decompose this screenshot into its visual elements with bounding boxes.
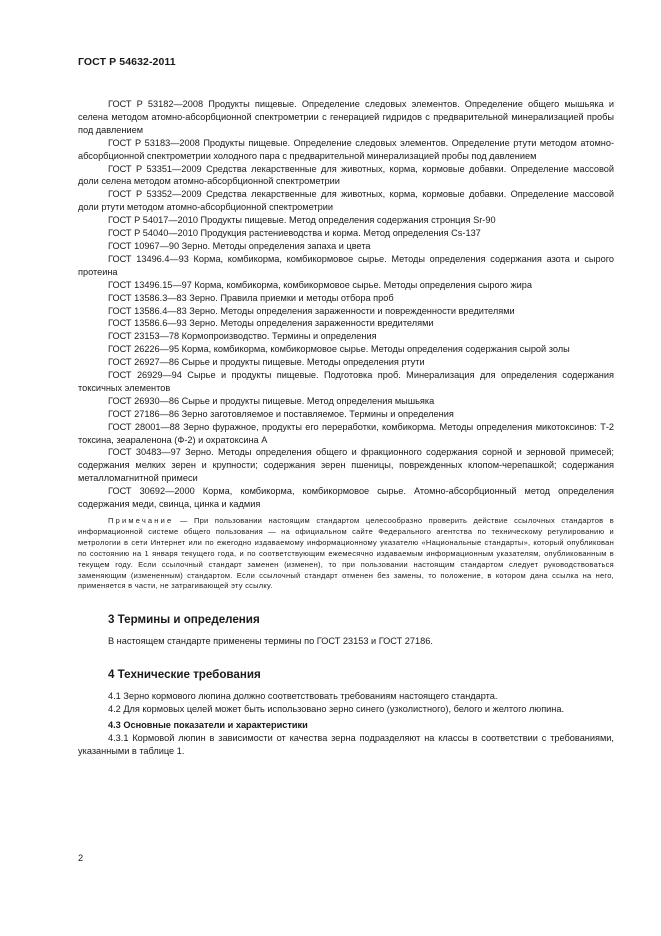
- reference-item: ГОСТ 23153—78 Кормопроизводство. Термины и определения: [108, 331, 377, 342]
- page-number: 2: [78, 853, 84, 863]
- reference-item: ГОСТ Р 54040—2010 Продукция растениеводства и корма. Метод определения Cs-137: [108, 228, 481, 239]
- note-label: Примечание: [108, 516, 174, 525]
- reference-item: ГОСТ Р 53352—2009 Средства лекарственные для животных, корма, кормовые добавки. Определение массовой доли ртути методом атомно-абсорбционной спектрометрии: [78, 189, 614, 213]
- reference-item: ГОСТ Р 53351—2009 Средства лекарственные для животных, корма, кормовые добавки. Определение массовой доли селена методом атомно-абсорбционной спектрометрии: [78, 163, 614, 187]
- clause-4-3-1: 4.3.1 Кормовой люпин в зависимости от качества зерна подразделяют на классы в соответствии с требованиями, указанными в таблице 1.: [78, 732, 614, 756]
- reference-item: ГОСТ 30692—2000 Корма, комбикорма, комбикормовое сырье. Атомно-абсорбционный метод определения содержания меди, свинца, цинка и кадмия: [78, 486, 614, 510]
- reference-item: ГОСТ 13586.3—83 Зерно. Правила приемки и методы отбора проб: [108, 292, 394, 303]
- clause-4-2: 4.2 Для кормовых целей может быть использовано зерно синего (узколистного), белого и желтого люпина.: [108, 704, 565, 715]
- reference-item: ГОСТ Р 54017—2010 Продукты пищевые. Метод определения содержания стронция Sr-90: [108, 215, 496, 226]
- clause-4-3-heading: 4.3 Основные показатели и характеристики: [108, 720, 308, 731]
- note-text: — При пользовании настоящим стандартом целесообразно проверить действие ссылочных стандартов в информационной системе общего пользования — на официальном сайте Федерального агентства по техническому регулированию и метрологии в сети Интернет или по ежегодно издаваемому информационному указателю «Национальные стандарты», который опубликован по состоянию на 1 января текущего года, и по соответствующим ежемесячно издаваемым информационным указателям, опубликованным в текущем году. Если ссылочный стандарт заменен (изменен), то при пользовании настоящим стандартом следует руководствоваться заменяющим (измененным) стандартом. Если ссылочный стандарт отменен без замены, то положение, в котором дана ссылка на него, применяется в части, не затрагивающей эту ссылку.: [78, 516, 614, 591]
- document-header: ГОСТ Р 54632-2011: [78, 56, 176, 68]
- reference-item: ГОСТ Р 53183—2008 Продукты пищевые. Определение следовых элементов. Определение ртути методом атомно-абсорбционной спектрометрии холодного пара с предварительной минерализацией пробы под давлением: [78, 137, 614, 161]
- references-note: [78, 516, 614, 592]
- reference-item: ГОСТ 28001—88 Зерно фуражное, продукты его переработки, комбикорма. Методы определения микотоксинов: Т-2 токсина, зеараленона (Ф-2) и охратоксина А: [78, 421, 614, 445]
- normative-references-list: [78, 98, 614, 511]
- reference-item: ГОСТ 26226—95 Корма, комбикорма, комбикормовое сырье. Методы определения содержания сырой золы: [108, 344, 570, 355]
- reference-item: ГОСТ 30483—97 Зерно. Методы определения общего и фракционного содержания сорной и зерновой примесей; содержания мелких зерен и крупности; содержания зерен пшеницы, поврежденных клопом-черепашкой; содержания металломагнитной примеси: [78, 447, 614, 484]
- reference-item: ГОСТ 26929—94 Сырье и продукты пищевые. Подготовка проб. Минерализация для определения содержания токсичных элементов: [78, 370, 614, 393]
- reference-item: ГОСТ 13496.15—97 Корма, комбикорма, комбикормовое сырье. Методы определения сырого жира: [108, 279, 532, 290]
- reference-item: ГОСТ Р 53182—2008 Продукты пищевые. Определение следовых элементов. Определение общего мышьяка и селена методом атомно-абсорбционной спектрометрии с генерацией гидридов с предварительной минерализацией пробы под давлением: [78, 99, 614, 135]
- reference-item: ГОСТ 26930—86 Сырье и продукты пищевые. Метод определения мышьяка: [108, 395, 435, 406]
- reference-item: ГОСТ 13586.4—83 Зерно. Методы определения зараженности и поврежденности вредителями: [108, 305, 515, 316]
- reference-item: ГОСТ 26927—86 Сырье и продукты пищевые. Методы определения ртути: [108, 357, 425, 368]
- reference-item: ГОСТ 13586.6—93 Зерно. Методы определения зараженности вредителями: [108, 318, 434, 329]
- reference-item: ГОСТ 27186—86 Зерно заготовляемое и поставляемое. Термины и определения: [108, 408, 454, 419]
- clause-4-1: 4.1 Зерно кормового люпина должно соответствовать требованиям настоящего стандарта.: [108, 691, 498, 702]
- reference-item: ГОСТ 13496.4—93 Корма, комбикорма, комбикормовое сырье. Методы определения содержания азота и сырого протеина: [78, 253, 614, 277]
- section-3-heading: 3 Термины и определения: [108, 613, 260, 627]
- section-3-text: В настоящем стандарте применены термины по ГОСТ 23153 и ГОСТ 27186.: [108, 636, 433, 647]
- section-4-heading: 4 Технические требования: [108, 668, 261, 682]
- reference-item: ГОСТ 10967—90 Зерно. Методы определения запаха и цвета: [108, 240, 371, 251]
- document-page: [78, 56, 614, 758]
